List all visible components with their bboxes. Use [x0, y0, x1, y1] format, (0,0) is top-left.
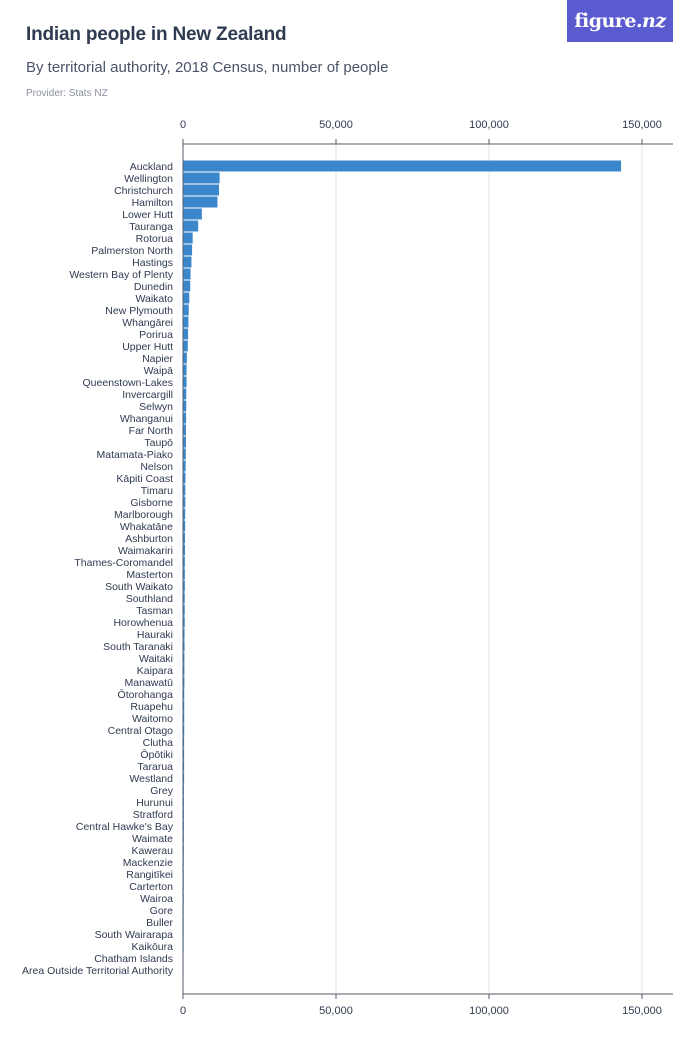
category-label: Rotorua: [135, 233, 173, 245]
bar: [184, 449, 186, 460]
category-label: Hauraki: [136, 629, 173, 641]
category-label: Masterton: [126, 569, 173, 581]
bar: [184, 689, 185, 700]
bar: [184, 641, 185, 652]
category-label: Queenstown-Lakes: [82, 377, 173, 389]
bar: [184, 725, 185, 736]
bar: [184, 593, 185, 604]
category-label: Ōtorohanga: [117, 689, 173, 701]
bar: [184, 329, 189, 340]
category-label: Dunedin: [133, 281, 173, 293]
bar: [184, 365, 187, 376]
category-label: South Waikato: [105, 581, 173, 593]
brand-name: figure: [574, 10, 636, 32]
category-label: Ashburton: [125, 533, 173, 545]
bar: [184, 545, 186, 556]
category-label: Far North: [128, 425, 173, 437]
chart-title: Indian people in New Zealand: [26, 24, 287, 45]
bar: [184, 413, 187, 424]
data-provider: Provider: Stats NZ: [26, 88, 108, 99]
x-tick-label-bottom: 150,000: [622, 1005, 662, 1017]
category-label: Central Otago: [107, 725, 173, 737]
category-label: Carterton: [129, 881, 173, 893]
bar: [184, 485, 186, 496]
category-label: Napier: [142, 353, 173, 365]
category-label: Rangitīkei: [126, 869, 173, 881]
category-label: Palmerston North: [91, 245, 173, 257]
bar: [184, 533, 186, 544]
category-label: Ruapehu: [130, 701, 173, 713]
category-label: Kaikōura: [131, 941, 173, 953]
bar: [184, 773, 185, 784]
x-tick-label-top: 150,000: [622, 119, 662, 131]
bar: [184, 389, 187, 400]
chart-subtitle: By territorial authority, 2018 Census, number of people: [26, 59, 389, 76]
bar: [184, 197, 218, 208]
axes: [180, 119, 673, 1017]
bar: [184, 461, 186, 472]
category-label: Horowhenua: [113, 617, 173, 629]
bar: [184, 677, 185, 688]
bar: [184, 581, 185, 592]
bar: [184, 377, 187, 388]
category-label: Central Hawke's Bay: [75, 821, 173, 833]
bar: [184, 161, 622, 172]
bar: [184, 233, 193, 244]
category-label: Invercargill: [122, 389, 173, 401]
bar: [184, 185, 219, 196]
category-label: South Taranaki: [103, 641, 173, 653]
bar: [184, 473, 186, 484]
bar: [184, 437, 186, 448]
bar: [184, 269, 191, 280]
category-label: Ōpōtiki: [140, 749, 173, 761]
category-label: Clutha: [142, 737, 173, 749]
category-label: Wellington: [124, 173, 173, 185]
bar: [184, 665, 185, 676]
category-label: Tauranga: [129, 221, 173, 233]
category-label: Hurunui: [136, 797, 173, 809]
bar: [184, 569, 185, 580]
category-label: Whakatāne: [119, 521, 173, 533]
x-tick-label-bottom: 0: [179, 1005, 187, 1017]
category-label: Mackenzie: [122, 857, 173, 869]
category-label: Westland: [129, 773, 173, 785]
category-label: Kawerau: [131, 845, 173, 857]
category-label: Stratford: [132, 809, 173, 821]
category-label: Nelson: [140, 461, 173, 473]
bar: [184, 617, 185, 628]
x-tick-label-bottom: 50,000: [319, 1005, 353, 1017]
bar: [184, 353, 187, 364]
category-label: Marlborough: [114, 509, 173, 521]
category-label: Wairoa: [140, 893, 173, 905]
category-label: Tararua: [137, 761, 173, 773]
category-label: Waimate: [131, 833, 173, 845]
bar: [184, 737, 185, 748]
bar: [184, 341, 188, 352]
category-label: Chatham Islands: [94, 953, 173, 965]
category-label: South Wairarapa: [94, 929, 173, 941]
bar: [184, 629, 185, 640]
x-tick-label-top: 100,000: [469, 119, 509, 131]
x-tick-label-top: 0: [179, 119, 187, 131]
bar: [184, 749, 185, 760]
bar: [184, 221, 199, 232]
category-label: Selwyn: [139, 401, 173, 413]
category-label: Christchurch: [114, 185, 173, 197]
category-label: Area Outside Territorial Authority: [22, 965, 173, 977]
category-label: Kaipara: [136, 665, 173, 677]
category-label: Grey: [150, 785, 173, 797]
bar: [184, 257, 192, 268]
category-label: Hamilton: [131, 197, 173, 209]
category-label: Waipā: [143, 365, 173, 377]
bar: [184, 521, 186, 532]
category-label: Gore: [149, 905, 173, 917]
category-label: Waikato: [135, 293, 173, 305]
bar: [184, 713, 185, 724]
category-label: Porirua: [139, 329, 173, 341]
category-label: Western Bay of Plenty: [69, 269, 173, 281]
category-label: Thames-Coromandel: [74, 557, 173, 569]
bar: [184, 605, 185, 616]
category-label: Taupō: [144, 437, 173, 449]
category-label: Buller: [146, 917, 173, 929]
category-label: Waitomo: [131, 713, 173, 725]
category-label: Tasman: [136, 605, 173, 617]
category-labels: [22, 161, 174, 977]
bar: [184, 509, 186, 520]
bar: [184, 245, 193, 256]
bar: [184, 317, 189, 328]
category-label: Whanganui: [119, 413, 173, 425]
bar: [184, 653, 185, 664]
bars: [184, 161, 622, 976]
x-tick-label-top: 50,000: [319, 119, 353, 131]
bar: [184, 761, 185, 772]
bar: [184, 497, 186, 508]
bar: [184, 173, 220, 184]
grid-lines: [336, 144, 642, 994]
bar: [184, 293, 190, 304]
bar: [184, 401, 187, 412]
bar: [184, 209, 202, 220]
bar: [184, 557, 185, 568]
x-tick-label-bottom: 100,000: [469, 1005, 509, 1017]
category-label: Waimakariri: [117, 545, 173, 557]
category-label: Southland: [125, 593, 173, 605]
category-label: Manawatū: [124, 677, 173, 689]
category-label: Gisborne: [130, 497, 173, 509]
category-label: Matamata-Piako: [96, 449, 173, 461]
bar: [184, 305, 189, 316]
category-label: Lower Hutt: [122, 209, 173, 221]
category-label: Timaru: [140, 485, 173, 497]
category-label: New Plymouth: [105, 305, 173, 317]
category-label: Hastings: [132, 257, 173, 269]
bar: [184, 281, 191, 292]
category-label: Upper Hutt: [122, 341, 173, 353]
bar: [184, 701, 185, 712]
bar: [184, 425, 186, 436]
brand-suffix: .nz: [635, 10, 666, 32]
category-label: Waitaki: [138, 653, 173, 665]
category-label: Whangārei: [122, 317, 173, 329]
category-label: Kāpiti Coast: [116, 473, 173, 485]
category-label: Auckland: [129, 161, 173, 173]
